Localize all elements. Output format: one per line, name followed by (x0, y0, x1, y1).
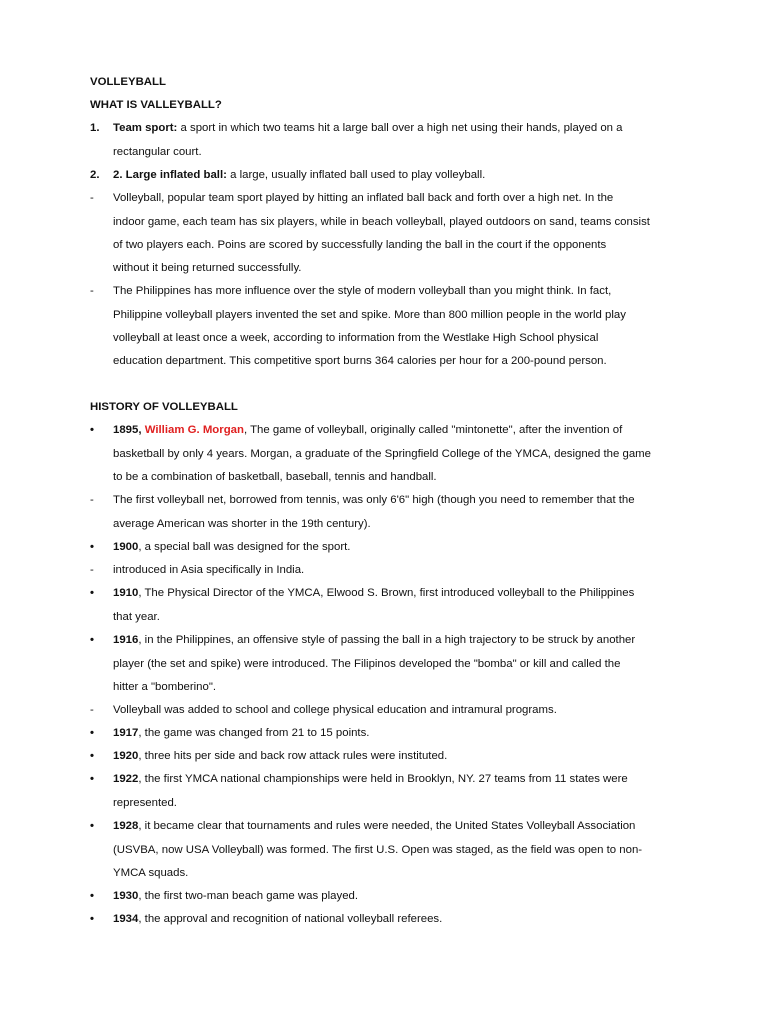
history-item-marker-text: • (90, 820, 94, 832)
history-item-text: to be a combination of basketball, baseball, tennis and handball. (113, 471, 437, 483)
history-item-text: average American was shorter in the 19th century). (113, 518, 371, 530)
item-text: indoor game, each team has six players, while in beach volleyball, played outdoors on sand, teams consist (113, 216, 650, 228)
history-item-text: Volleyball was added to school and college physical education and intramural programs. (113, 704, 557, 716)
history-item-bold-label: 1900 (113, 541, 139, 553)
item-text: The Philippines has more influence over the style of modern volleyball than you might think. In fact, (113, 285, 612, 297)
history-item-bold-label: 1917 (113, 727, 139, 739)
item-line (113, 169, 485, 181)
doc-subtitle: WHAT IS VALLEYBALL? (90, 99, 222, 111)
item-marker-text: - (90, 285, 94, 297)
history-item-marker (90, 727, 94, 739)
history-item-marker (90, 494, 94, 506)
history-item-text: that year. (113, 611, 160, 623)
history-item-text: hitter a "bomberino". (113, 681, 217, 693)
history-item-bold-label: 1930 (113, 890, 139, 902)
history-item-line (113, 471, 437, 483)
history-item-marker-text: • (90, 424, 94, 436)
item-text: without it being returned successfully. (113, 262, 302, 274)
history-item-marker (90, 564, 94, 576)
history-item-bold-label: 1928 (113, 820, 139, 832)
history-item-marker-text: • (90, 773, 94, 785)
history-item-marker-text: • (90, 727, 94, 739)
history-item-marker (90, 424, 94, 436)
history-item-marker (90, 704, 94, 716)
history-item-line (113, 541, 350, 553)
history-item-text: (USVBA, now USA Volleyball) was formed. The first U.S. Open was staged, as the field was open to non- (113, 844, 643, 856)
doc-subtitle-line (90, 99, 222, 111)
history-item-text: player (the set and spike) were introduced. The Filipinos developed the "bomba" or kill and called the (113, 658, 621, 670)
history-item-marker (90, 913, 94, 925)
history-item-line (113, 750, 447, 762)
history-item-line (113, 658, 620, 670)
history-item-line (113, 890, 358, 902)
item-line (113, 262, 301, 274)
history-item-text: , the first two-man beach game was played. (138, 890, 359, 902)
history-item-text: , The Physical Director of the YMCA, Elwood S. Brown, first introduced volleyball to the Philippines (138, 587, 635, 599)
history-item-marker (90, 773, 94, 785)
history-item-marker-text: • (90, 890, 94, 902)
history-item-line (113, 773, 628, 785)
item-line (113, 239, 606, 251)
history-item-line (113, 494, 635, 506)
history-item-bold-label: 1934 (113, 913, 139, 925)
history-item-highlight-name: William G. Morgan (144, 424, 244, 436)
item-bold-label: 2. Large inflated ball: (113, 169, 227, 181)
history-item-bold-label: 1922 (113, 773, 139, 785)
history-item-text: , a special ball was designed for the sport. (138, 541, 351, 553)
history-item-text: basketball by only 4 years. Morgan, a graduate of the Springfield College of the YMCA, designed the game (113, 448, 652, 460)
history-item-line (113, 681, 216, 693)
history-item-line (113, 844, 642, 856)
history-item-bold-label: 1916 (113, 634, 139, 646)
history-item-line (113, 634, 635, 646)
history-item-line (113, 424, 622, 436)
history-title-line (90, 401, 238, 413)
history-item-marker-text: - (90, 494, 94, 506)
item-marker-text: - (90, 192, 94, 204)
item-line (113, 192, 613, 204)
item-text: rectangular court. (113, 146, 202, 158)
history-item-marker-text: - (90, 564, 94, 576)
history-item-line (113, 867, 188, 879)
history-item-bold-label: 1895, (113, 424, 142, 436)
history-item-line (113, 727, 369, 739)
history-item-line (113, 913, 442, 925)
history-item-text: , three hits per side and back row attack rules were instituted. (138, 750, 448, 762)
history-item-text: , The game of volleyball, originally called "mintonette", after the invention of (243, 424, 623, 436)
doc-title: VOLLEYBALL (90, 76, 166, 88)
item-marker (90, 192, 94, 204)
history-item-marker (90, 634, 94, 646)
item-marker (90, 285, 94, 297)
item-text: a sport in which two teams hit a large ball over a high net using their hands, played on a (177, 122, 623, 134)
item-text: Philippine volleyball players invented the set and spike. More than 800 million people in the world play (113, 309, 626, 321)
history-item-bold-label: 1920 (113, 750, 139, 762)
item-line (113, 216, 650, 228)
item-marker-text: 1. (90, 122, 100, 134)
history-item-line (113, 564, 304, 576)
history-item-marker-text: - (90, 704, 94, 716)
history-item-marker (90, 820, 94, 832)
item-line (113, 146, 202, 158)
history-item-text: , in the Philippines, an offensive style of passing the ball in a high trajectory to be struck by another (138, 634, 636, 646)
item-text: education department. This competitive sport burns 364 calories per hour for a 200-pound person. (113, 355, 607, 367)
history-item-marker (90, 890, 94, 902)
item-line (113, 355, 607, 367)
item-marker (90, 122, 100, 134)
history-item-marker (90, 541, 94, 553)
history-item-bold-label: 1910 (113, 587, 139, 599)
item-line (113, 285, 611, 297)
history-item-marker-text: • (90, 541, 94, 553)
history-item-marker (90, 587, 94, 599)
history-item-line (113, 518, 371, 530)
item-text: volleyball at least once a week, according to information from the Westlake High School physical (113, 332, 599, 344)
history-item-text: YMCA squads. (113, 867, 189, 879)
history-item-marker-text: • (90, 913, 94, 925)
item-text: a large, usually inflated ball used to play volleyball. (226, 169, 486, 181)
history-item-line (113, 587, 634, 599)
history-item-marker-text: • (90, 587, 94, 599)
item-marker (90, 169, 100, 181)
history-title: HISTORY OF VOLLEYBALL (90, 401, 238, 413)
item-line (113, 332, 598, 344)
history-item-line (113, 448, 651, 460)
item-line (113, 309, 626, 321)
history-item-text: The first volleyball net, borrowed from tennis, was only 6'6" high (though you need to remember that the (113, 494, 635, 506)
history-item-text: , the first YMCA national championships were held in Brooklyn, NY. 27 teams from 11 states were (138, 773, 628, 785)
history-item-line (113, 611, 160, 623)
history-item-text: , the approval and recognition of national volleyball referees. (138, 913, 443, 925)
history-item-marker-text: • (90, 634, 94, 646)
item-marker-text: 2. (90, 169, 100, 181)
history-item-marker (90, 750, 94, 762)
item-text: of two players each. Poins are scored by successfully landing the ball in the court if the opponents (113, 239, 607, 251)
history-item-text: , it became clear that tournaments and rules were needed, the United States Volleyball Association (138, 820, 636, 832)
item-text: Volleyball, popular team sport played by hitting an inflated ball back and forth over a high net. In the (113, 192, 614, 204)
history-item-text: represented. (113, 797, 177, 809)
history-item-line (113, 797, 177, 809)
history-item-line (113, 820, 635, 832)
history-item-marker-text: • (90, 750, 94, 762)
history-item-text: introduced in Asia specifically in India. (113, 564, 305, 576)
doc-title-line (90, 76, 166, 88)
history-item-text: , the game was changed from 21 to 15 points. (138, 727, 370, 739)
item-line (113, 122, 623, 134)
history-item-line (113, 704, 557, 716)
item-bold-label: Team sport: (113, 122, 178, 134)
